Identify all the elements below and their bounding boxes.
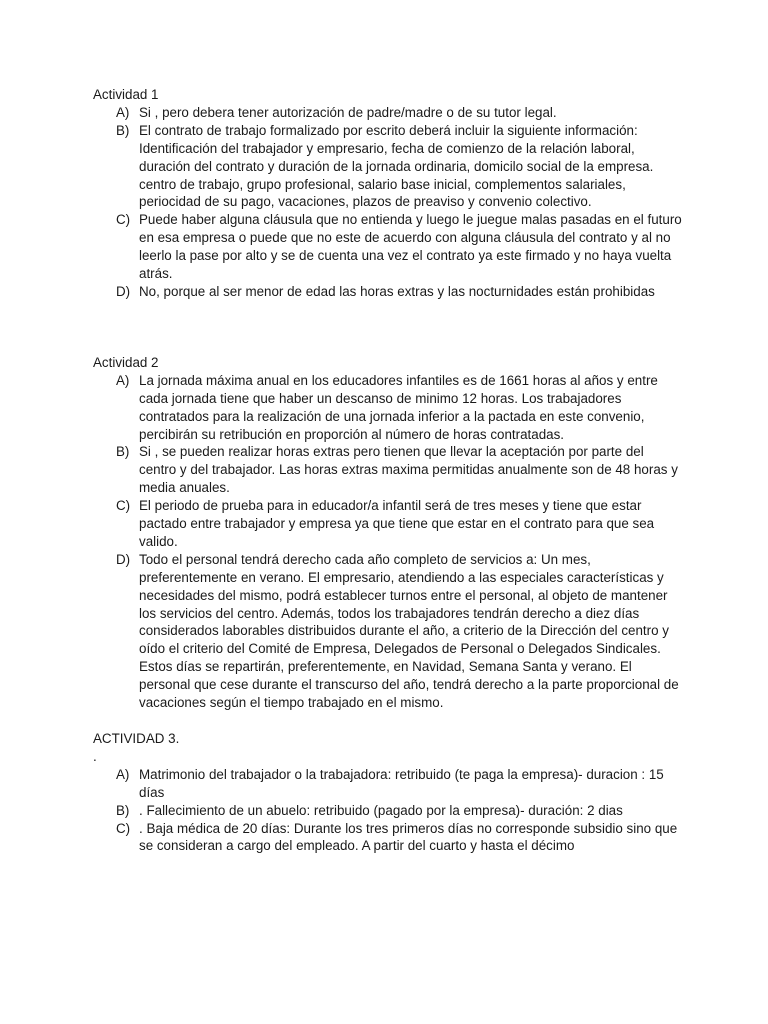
list-item [93, 497, 683, 551]
item-text: . Baja médica de 20 días: Durante los tres primeros días no corresponde subsidio sino que se consideran a cargo del empleado. A partir del cuarto y hasta el décimo [139, 820, 678, 854]
list-item [93, 820, 683, 856]
item-text: . Fallecimiento de un abuelo: retribuido (pagado por la empresa)- duración: 2 dias [139, 802, 623, 818]
item-text: La jornada máxima anual en los educadores infantiles es de 1661 horas al años y entre cada jornada tiene que haber un descanso de minimo 12 horas. Los trabajadores contratados para la realización de una jornada inferior a la pactada en este convenio, percibirán su retribución en proporción al número de horas contratadas. [139, 372, 658, 442]
answer-list [93, 766, 683, 856]
answer-list [93, 372, 683, 712]
section-actividad-2 [93, 354, 683, 712]
section-actividad-1 [93, 86, 683, 301]
item-text: Si , se pueden realizar horas extras pero tienen que llevar la aceptación por parte del centro y del trabajador. Las horas extras maxima permitidas anualmente son de 48 horas y media anuales. [139, 444, 678, 496]
list-item [93, 766, 683, 802]
item-text: Todo el personal tendrá derecho cada año completo de servicios a: Un mes, preferentemente en verano. El empresario, atendiendo a las especiales características y necesidades del mismo, podrá establecer turnos entre el personal, al objeto de mantener los servicios del centro. Además, todos los trabajadores tendrán derecho a diez días considerados laborables distribuidos durante el año, a criterio de la Dirección del centro y oído el criterio del Comité de Empresa, Delegados de Personal o Delegados Sindicales. Estos días se repartirán, preferentemente, en Navidad, Semana Santa y verano. El personal que cese durante el transcurso del año, tendrá derecho a la parte proporcional de vacaciones según el tiempo trabajado en el mismo. [139, 551, 679, 711]
list-item [93, 283, 683, 301]
item-marker: A) [116, 766, 130, 782]
item-marker: C) [116, 498, 131, 514]
section-title: Actividad 1 [93, 87, 159, 102]
list-item [93, 211, 683, 283]
section-actividad-3 [93, 730, 683, 855]
list-item [93, 443, 683, 497]
list-item [93, 372, 683, 444]
document-page [93, 86, 683, 855]
list-item [93, 122, 683, 212]
item-text: No, porque al ser menor de edad las horas extras y las nocturnidades están prohibidas [139, 283, 655, 299]
item-marker: A) [116, 372, 130, 388]
list-item [93, 104, 683, 122]
item-text: Si , pero debera tener autorización de padre/madre o de su tutor legal. [139, 104, 557, 120]
section-title: Actividad 2 [93, 354, 159, 370]
item-text: Matrimonio del trabajador o la trabajadora: retribuido (te paga la empresa)- duracion : 15 días [139, 766, 664, 800]
section-spacer [93, 301, 683, 354]
item-marker: C) [116, 212, 131, 228]
item-marker: C) [116, 820, 131, 836]
list-item [93, 802, 683, 820]
answer-list [93, 104, 683, 301]
item-text: Puede haber alguna cláusula que no entienda y luego le juegue malas pasadas en el futuro en esa empresa o puede que no este de acuerdo con alguna cláusula del contrato y al no leerlo la pase por alto y se de cuenta una vez el contrato ya este firmado y no haya vuelta atrás. [139, 212, 682, 282]
item-marker: A) [116, 104, 130, 120]
item-marker: B) [116, 444, 130, 460]
item-marker: B) [116, 802, 130, 818]
list-item [93, 551, 683, 712]
item-marker: B) [116, 122, 130, 138]
stray-mark: . [93, 748, 97, 764]
item-text: El periodo de prueba para in educador/a infantil será de tres meses y tiene que estar pactado entre trabajador y empresa ya que tiene que estar en el contrato para que sea valido. [139, 498, 655, 549]
item-text: El contrato de trabajo formalizado por escrito deberá incluir la siguiente información: Identificación del trabajador y empresario, fecha de comienzo de la relación laboral, duración del contrato y duración de la jornada ordinaria, domicilo social de la empresa. centro de trabajo, grupo profesional, salario base inicial, complementos salariales, periocidad de su pago, vacaciones, plazos de preaviso y convenio colectivo. [139, 122, 654, 210]
item-marker: D) [116, 551, 131, 567]
section-title: ACTIVIDAD 3. [93, 731, 180, 746]
section-spacer [93, 712, 683, 730]
item-marker: D) [116, 283, 131, 299]
